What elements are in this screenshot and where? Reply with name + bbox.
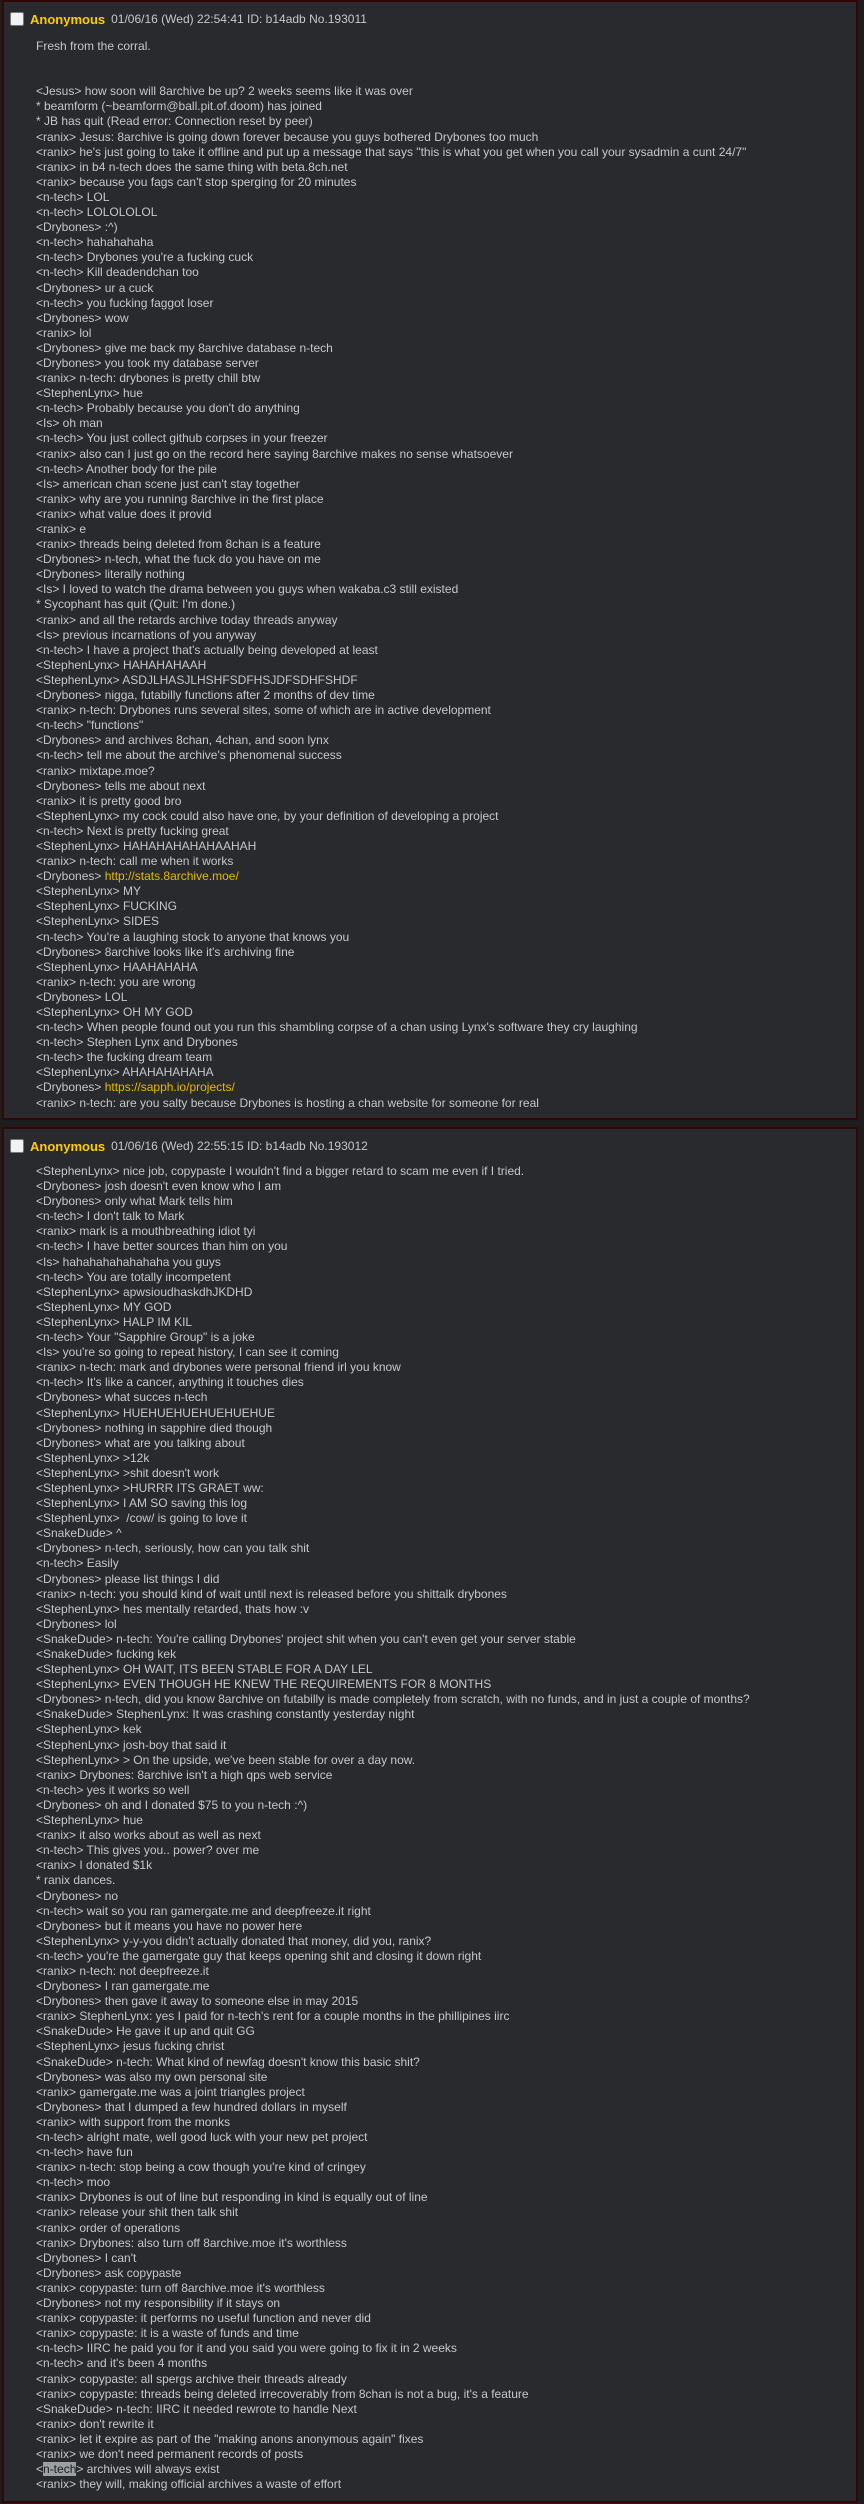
post-line: <StephenLynx> HALP IM KIL	[36, 1314, 193, 1329]
post-line: <n-tech> LOL	[36, 189, 110, 204]
post-line: <StephenLynx> >HURRR ITS GRAET ww:	[36, 1480, 264, 1495]
post-line: <Drybones> I ran gamergate.me	[36, 1979, 210, 1994]
post-line: <n-tech> When people found out you run this shambling corpse of a chan using Lynx's software they cry laughing	[36, 1020, 638, 1035]
post-line: <n-tech> yes it works so well	[36, 1782, 190, 1797]
post-line: <Is> american chan scene just can't stay together	[36, 476, 300, 491]
post-line: <Is> previous incarnations of you anyway	[36, 627, 257, 642]
post-line: <StephenLynx> jesus fucking christ	[36, 2039, 225, 2054]
post-line: <SnakeDude> n-tech: IIRC it needed rewrote to handle Next	[36, 2401, 357, 2416]
post-line: <ranix> also can I just go on the record here saying 8archive makes no sense whatsoever	[36, 446, 513, 461]
post-line: <Drybones> nigga, futabilly functions after 2 months of dev time	[36, 688, 375, 703]
text-selection: n-tech	[43, 2462, 77, 2477]
post-line: <ranix> gamergate.me was a joint triangles project	[36, 2084, 305, 2099]
post-line: <Drybones> http://stats.8archive.moe/	[36, 869, 239, 884]
post-line: <Drybones> I can't	[36, 2250, 137, 2265]
post-line: <n-tech> IIRC he paid you for it and you said you were going to fix it in 2 weeks	[36, 2341, 457, 2356]
post-line: <ranix> mark is a mouthbreathing idiot tyi	[36, 1224, 256, 1239]
post-line: <SnakeDude> fucking kek	[36, 1647, 177, 1661]
post-line: <StephenLynx> HUEHUEHUEHUEHUEHUE	[36, 1405, 275, 1420]
post-line: <StephenLynx> EVEN THOUGH HE KNEW THE REQUIREMENTS FOR 8 MONTHS	[36, 1677, 492, 1692]
post-line: <StephenLynx> > On the upside, we've been stable for over a day now.	[36, 1752, 416, 1767]
post-line: <Drybones> that I dumped a few hundred dollars in myself	[36, 2099, 347, 2114]
post-line: <Drybones> https://sapph.io/projects/	[36, 1080, 235, 1095]
post-line: <Drybones> oh and I donated $75 to you n-tech :^)	[36, 1797, 308, 1812]
post-line: <ranix> and all the retards archive today threads anyway	[36, 612, 338, 627]
post-date: 01/06/16 (Wed) 22:54:41	[111, 12, 244, 26]
post-line: <Drybones> tells me about next	[36, 778, 206, 793]
post-number[interactable]: No.193011	[309, 12, 367, 26]
post-line: <StephenLynx> kek	[36, 1722, 142, 1737]
post-line: <SnakeDude> He gave it up and quit GG	[36, 2024, 255, 2039]
post-line: <n-tech> wait so you ran gamergate.me and deepfreeze.it right	[36, 1903, 371, 1918]
post-line: <n-tech> LOLOLOLOL	[36, 205, 158, 220]
post-line: <StephenLynx> ASDJLHASJLHSHFSDFHSJDFSDHFSHDF	[36, 672, 358, 687]
post-line: <Drybones> josh doesn't even know who I am	[36, 1179, 282, 1194]
post-line: <n-tech> Another body for the pile	[36, 461, 217, 476]
post-line: <ranix> mixtape.moe?	[36, 763, 155, 778]
post-line: <ranix> n-tech: call me when it works	[36, 854, 234, 869]
post-line: <ranix> Jesus: 8archive is going down forever because you guys bothered Drybones too much	[36, 129, 539, 144]
post-line: <n-tech> the fucking dream team	[36, 1050, 213, 1065]
post-line: <StephenLynx> OH WAIT, ITS BEEN STABLE FOR A DAY LEL	[36, 1662, 373, 1677]
post-line: <ranix> copypaste: it is a waste of funds and time	[36, 2326, 299, 2341]
post-193011	[2, 0, 858, 1120]
post-line: * Sycophant has quit (Quit: I'm done.)	[36, 597, 236, 612]
post-line: <n-tech> You are totally incompetent	[36, 1269, 231, 1284]
post-line: <ranix> n-tech: drybones is pretty chill btw	[36, 371, 261, 386]
post-line: <Drybones> 8archive looks like it's archiving fine	[36, 944, 295, 959]
post-line: <n-tech> Stephen Lynx and Drybones	[36, 1035, 238, 1050]
post-line: <SnakeDude> StephenLynx: It was crashing constantly yesterday night	[36, 1707, 415, 1722]
post-line: <Drybones> what succes n-tech	[36, 1390, 208, 1405]
post-line: <StephenLynx> hue	[36, 386, 143, 401]
post-line: <n-tech> alright mate, well good luck with your new pet project	[36, 2130, 368, 2144]
post-line: <n-tech> tell me about the archive's phenomenal success	[36, 748, 342, 763]
post-line: <ranix> order of operations	[36, 2220, 181, 2235]
poster-id[interactable]: ID: b14adb	[247, 12, 306, 26]
post-line: <ranix> copypaste: turn off 8archive.moe it's worthless	[36, 2280, 325, 2295]
post-line: <ranix> StephenLynx: yes I paid for n-tech's rent for a couple months in the phillipines iirc	[36, 2009, 510, 2024]
post-line: <ranix> Drybones: also turn off 8archive.moe it's worthless	[36, 2235, 347, 2250]
post-line: <ranix> n-tech: Drybones runs several sites, some of which are in active development	[36, 703, 491, 718]
post-line: <n-tech> I have a project that's actually being developed at least	[36, 642, 378, 657]
post-number[interactable]: No.193012	[309, 1139, 368, 1153]
post-header	[10, 1138, 368, 1154]
post-line: <ranix> let it expire as part of the "making anons anonymous again" fixes	[36, 2431, 424, 2446]
post-line: <StephenLynx> hue	[36, 1813, 143, 1828]
post-line: * ranix dances.	[36, 1873, 116, 1888]
post-line: <n-tech> you fucking faggot loser	[36, 295, 214, 310]
post-line: <Drybones> then gave it away to someone else in may 2015	[36, 1994, 359, 2009]
post-line: <n-tech> Your "Sapphire Group" is a joke	[36, 1330, 255, 1345]
post-line: <Drybones> ask copypaste	[36, 2265, 182, 2280]
post-line: <ranix> what value does it provid	[36, 506, 212, 521]
post-line: <StephenLynx> HAAHAHAHA	[36, 959, 198, 974]
post-line: <ranix> Drybones is out of line but responding in kind is equally out of line	[36, 2190, 428, 2205]
post-line: <ranix> I donated $1k	[36, 1858, 153, 1873]
post-line: <ranix> Drybones: 8archive isn't a high qps web service	[36, 1767, 333, 1782]
post-line: <Drybones> n-tech, seriously, how can you talk shit	[36, 1541, 310, 1556]
post-select-checkbox[interactable]	[10, 1139, 24, 1153]
post-line: <n-tech> Easily	[36, 1556, 119, 1571]
post-line: <StephenLynx> y-y-you didn't actually donated that money, did you, ranix?	[36, 1933, 432, 1948]
post-line: <StephenLynx> >shit doesn't work	[36, 1465, 219, 1480]
post-line: <n-tech> I don't talk to Mark	[36, 1209, 185, 1224]
post-line: <StephenLynx> my cock could also have one, by your definition of developing a project	[36, 808, 499, 823]
post-line: <Drybones> LOL	[36, 989, 128, 1004]
post-line: <StephenLynx> apwsioudhaskdhJKDHD	[36, 1284, 253, 1299]
post-line: <Drybones> lol	[36, 1616, 117, 1631]
post-line: <Drybones> and archives 8chan, 4chan, and soon lynx	[36, 733, 329, 748]
post-line: * beamform (~beamform@ball.pit.of.doom) has joined	[36, 99, 322, 114]
poster-name: Anonymous	[30, 1138, 106, 1154]
post-line: <ranix> with support from the monks	[36, 2114, 231, 2129]
post-line: <ranix> because you fags can't stop sperging for 20 minutes	[36, 174, 357, 189]
post-line: <StephenLynx> /cow/ is going to love it	[36, 1511, 248, 1526]
post-line: <StephenLynx> HAHAHAHAAH	[36, 657, 207, 672]
poster-name: Anonymous	[30, 11, 106, 27]
post-line: <n-tech> Drybones you're a fucking cuck	[36, 250, 254, 265]
post-header	[10, 11, 367, 27]
post-line: <ranix> he's just going to take it offline and put up a message that says "this is what you get when you call your sysadmin a cunt 24/7"	[36, 144, 747, 159]
post-line: <n-tech> Probably because you don't do anything	[36, 401, 300, 416]
post-line: <ranix> threads being deleted from 8chan is a feature	[36, 537, 321, 552]
post-line: <ranix> n-tech: you are wrong	[36, 974, 196, 989]
post-line: <ranix> e	[36, 522, 87, 536]
post-line: <ranix> in b4 n-tech does the same thing with beta.8ch.net	[36, 159, 348, 174]
post-line: <Drybones> what are you talking about	[36, 1435, 245, 1450]
post-line: <StephenLynx> nice job, copypaste I wouldn't find a bigger retard to scam me even if I tried.	[36, 1164, 525, 1178]
post-line: <Is> hahahahahahahaha you guys	[36, 1254, 221, 1269]
post-line: <n-tech> You're a laughing stock to anyone that knows you	[36, 929, 350, 944]
post-line: <StephenLynx> josh-boy that said it	[36, 1737, 227, 1752]
post-body	[36, 39, 850, 1111]
post-193012	[2, 1127, 858, 2503]
post-line: <n-tech> You just collect github corpses in your freezer	[36, 431, 328, 446]
post-line: <ranix> n-tech: are you salty because Drybones is hosting a chan website for someone for real	[36, 1095, 539, 1110]
post-line: <StephenLynx> MY	[36, 884, 141, 899]
post-link[interactable]: https://sapph.io/projects/	[104, 1080, 235, 1095]
post-line: <StephenLynx> >12k	[36, 1450, 150, 1465]
post-line: <Drybones> :^)	[36, 220, 118, 235]
post-line: <Drybones> only what Mark tells him	[36, 1194, 233, 1209]
post-line: <Drybones> ur a cuck	[36, 280, 154, 295]
post-line: <StephenLynx> HAHAHAHAHAHAAHAH	[36, 838, 257, 853]
poster-id[interactable]: ID: b14adb	[247, 1139, 306, 1153]
post-line: <n-tech> Next is pretty fucking great	[36, 823, 229, 838]
post-date: 01/06/16 (Wed) 22:55:15	[111, 1139, 244, 1153]
post-line: * JB has quit (Read error: Connection reset by peer)	[36, 114, 313, 129]
post-link[interactable]: http://stats.8archive.moe/	[104, 869, 239, 884]
post-line: <ranix> n-tech: you should kind of wait until next is released before you shittalk drybones	[36, 1586, 507, 1601]
post-line: <ranix> n-tech: stop being a cow though you're kind of cringey	[36, 2160, 366, 2175]
post-line: <Is> oh man	[36, 416, 103, 431]
post-line: <StephenLynx> I AM SO saving this log	[36, 1496, 248, 1511]
post-line: <n-tech> This gives you.. power? over me	[36, 1843, 260, 1858]
post-line: <StephenLynx> AHAHAHAHAHA	[36, 1065, 214, 1080]
post-line: <n-tech> It's like a cancer, anything it touches dies	[36, 1375, 304, 1390]
post-line: <Drybones> not my responsibility if it stays on	[36, 2296, 281, 2311]
post-line: <ranix> they will, making official archives a waste of effort	[36, 2477, 342, 2492]
post-line: <n-tech> have fun	[36, 2145, 133, 2160]
post-line: <ranix> we don't need permanent records of posts	[36, 2446, 304, 2461]
post-line: <Is> I loved to watch the drama between you guys when wakaba.c3 still existed	[36, 582, 459, 597]
post-line: <n-tech> moo	[36, 2175, 111, 2190]
post-line: <Drybones> literally nothing	[36, 567, 185, 582]
post-line: <Drybones> n-tech, what the fuck do you have on me	[36, 552, 321, 567]
post-line: <Drybones> please list things I did	[36, 1571, 220, 1586]
post-line	[36, 54, 850, 69]
post-line: <Drybones> give me back my 8archive database n-tech	[36, 340, 333, 355]
post-line: <n-tech> I have better sources than him on you	[36, 1239, 288, 1254]
post-line: <ranix> lol	[36, 325, 92, 340]
post-line: <SnakeDude> ^	[36, 1526, 122, 1541]
post-line: Fresh from the corral.	[36, 39, 151, 53]
post-line: <n-tech> Kill deadendchan too	[36, 265, 199, 280]
post-line: <n-tech> "functions"	[36, 718, 144, 733]
post-body	[36, 1164, 850, 2492]
post-line: <ranix> it also works about as well as next	[36, 1828, 261, 1843]
post-line: <ranix> don't rewrite it	[36, 2416, 154, 2431]
post-line: <StephenLynx> hes mentally retarded, thats how :v	[36, 1601, 310, 1616]
post-line: <ranix> copypaste: threads being deleted irrecoverably from 8chan is not a bug, it's a feature	[36, 2386, 529, 2401]
post-line: <Drybones> was also my own personal site	[36, 2069, 268, 2084]
post-line: <StephenLynx> FUCKING	[36, 899, 177, 914]
post-line: <n-tech> you're the gamergate guy that keeps opening shit and closing it down right	[36, 1948, 482, 1963]
post-line: <n-tech> and it's been 4 months	[36, 2356, 208, 2371]
post-line: <ranix> release your shit then talk shit	[36, 2205, 239, 2220]
post-line: <ranix> it is pretty good bro	[36, 793, 182, 808]
post-line: <StephenLynx> MY GOD	[36, 1299, 172, 1314]
post-line: <Drybones> you took my database server	[36, 355, 259, 370]
post-line: <Drybones> but it means you have no power here	[36, 1918, 303, 1933]
post-line: <StephenLynx> SIDES	[36, 914, 159, 929]
post-line: <n-tech> hahahahaha	[36, 235, 154, 250]
post-select-checkbox[interactable]	[10, 12, 24, 26]
post-line: <Drybones> wow	[36, 310, 129, 325]
post-line: <ranix> why are you running 8archive in the first place	[36, 491, 324, 506]
post-line	[36, 69, 850, 84]
post-line: <Drybones> nothing in sapphire died though	[36, 1420, 273, 1435]
post-line: <ranix> n-tech: mark and drybones were personal friend irl you know	[36, 1360, 401, 1375]
post-line: <ranix> n-tech: not deepfreeze.it	[36, 1963, 209, 1978]
post-line: <Drybones> no	[36, 1888, 119, 1903]
post-line: <n-tech> archives will always exist	[36, 2462, 220, 2477]
post-line: <SnakeDude> n-tech: You're calling Drybones' project shit when you can't even get your server stable	[36, 1631, 576, 1646]
post-line: <Drybones> n-tech, did you know 8archive on futabilly is made completely from scratch, with no funds, and in just a couple of months?	[36, 1692, 750, 1707]
post-line: <Jesus> how soon will 8archive be up? 2 weeks seems like it was over	[36, 84, 413, 99]
post-line: <Is> you're so going to repeat history, I can see it coming	[36, 1345, 339, 1360]
post-line: <StephenLynx> OH MY GOD	[36, 1005, 193, 1019]
post-line: <ranix> copypaste: all spergs archive their threads already	[36, 2371, 347, 2386]
post-line: <SnakeDude> n-tech: What kind of newfag doesn't know this basic shit?	[36, 2054, 420, 2069]
post-line: <ranix> copypaste: it performs no useful function and never did	[36, 2311, 371, 2326]
